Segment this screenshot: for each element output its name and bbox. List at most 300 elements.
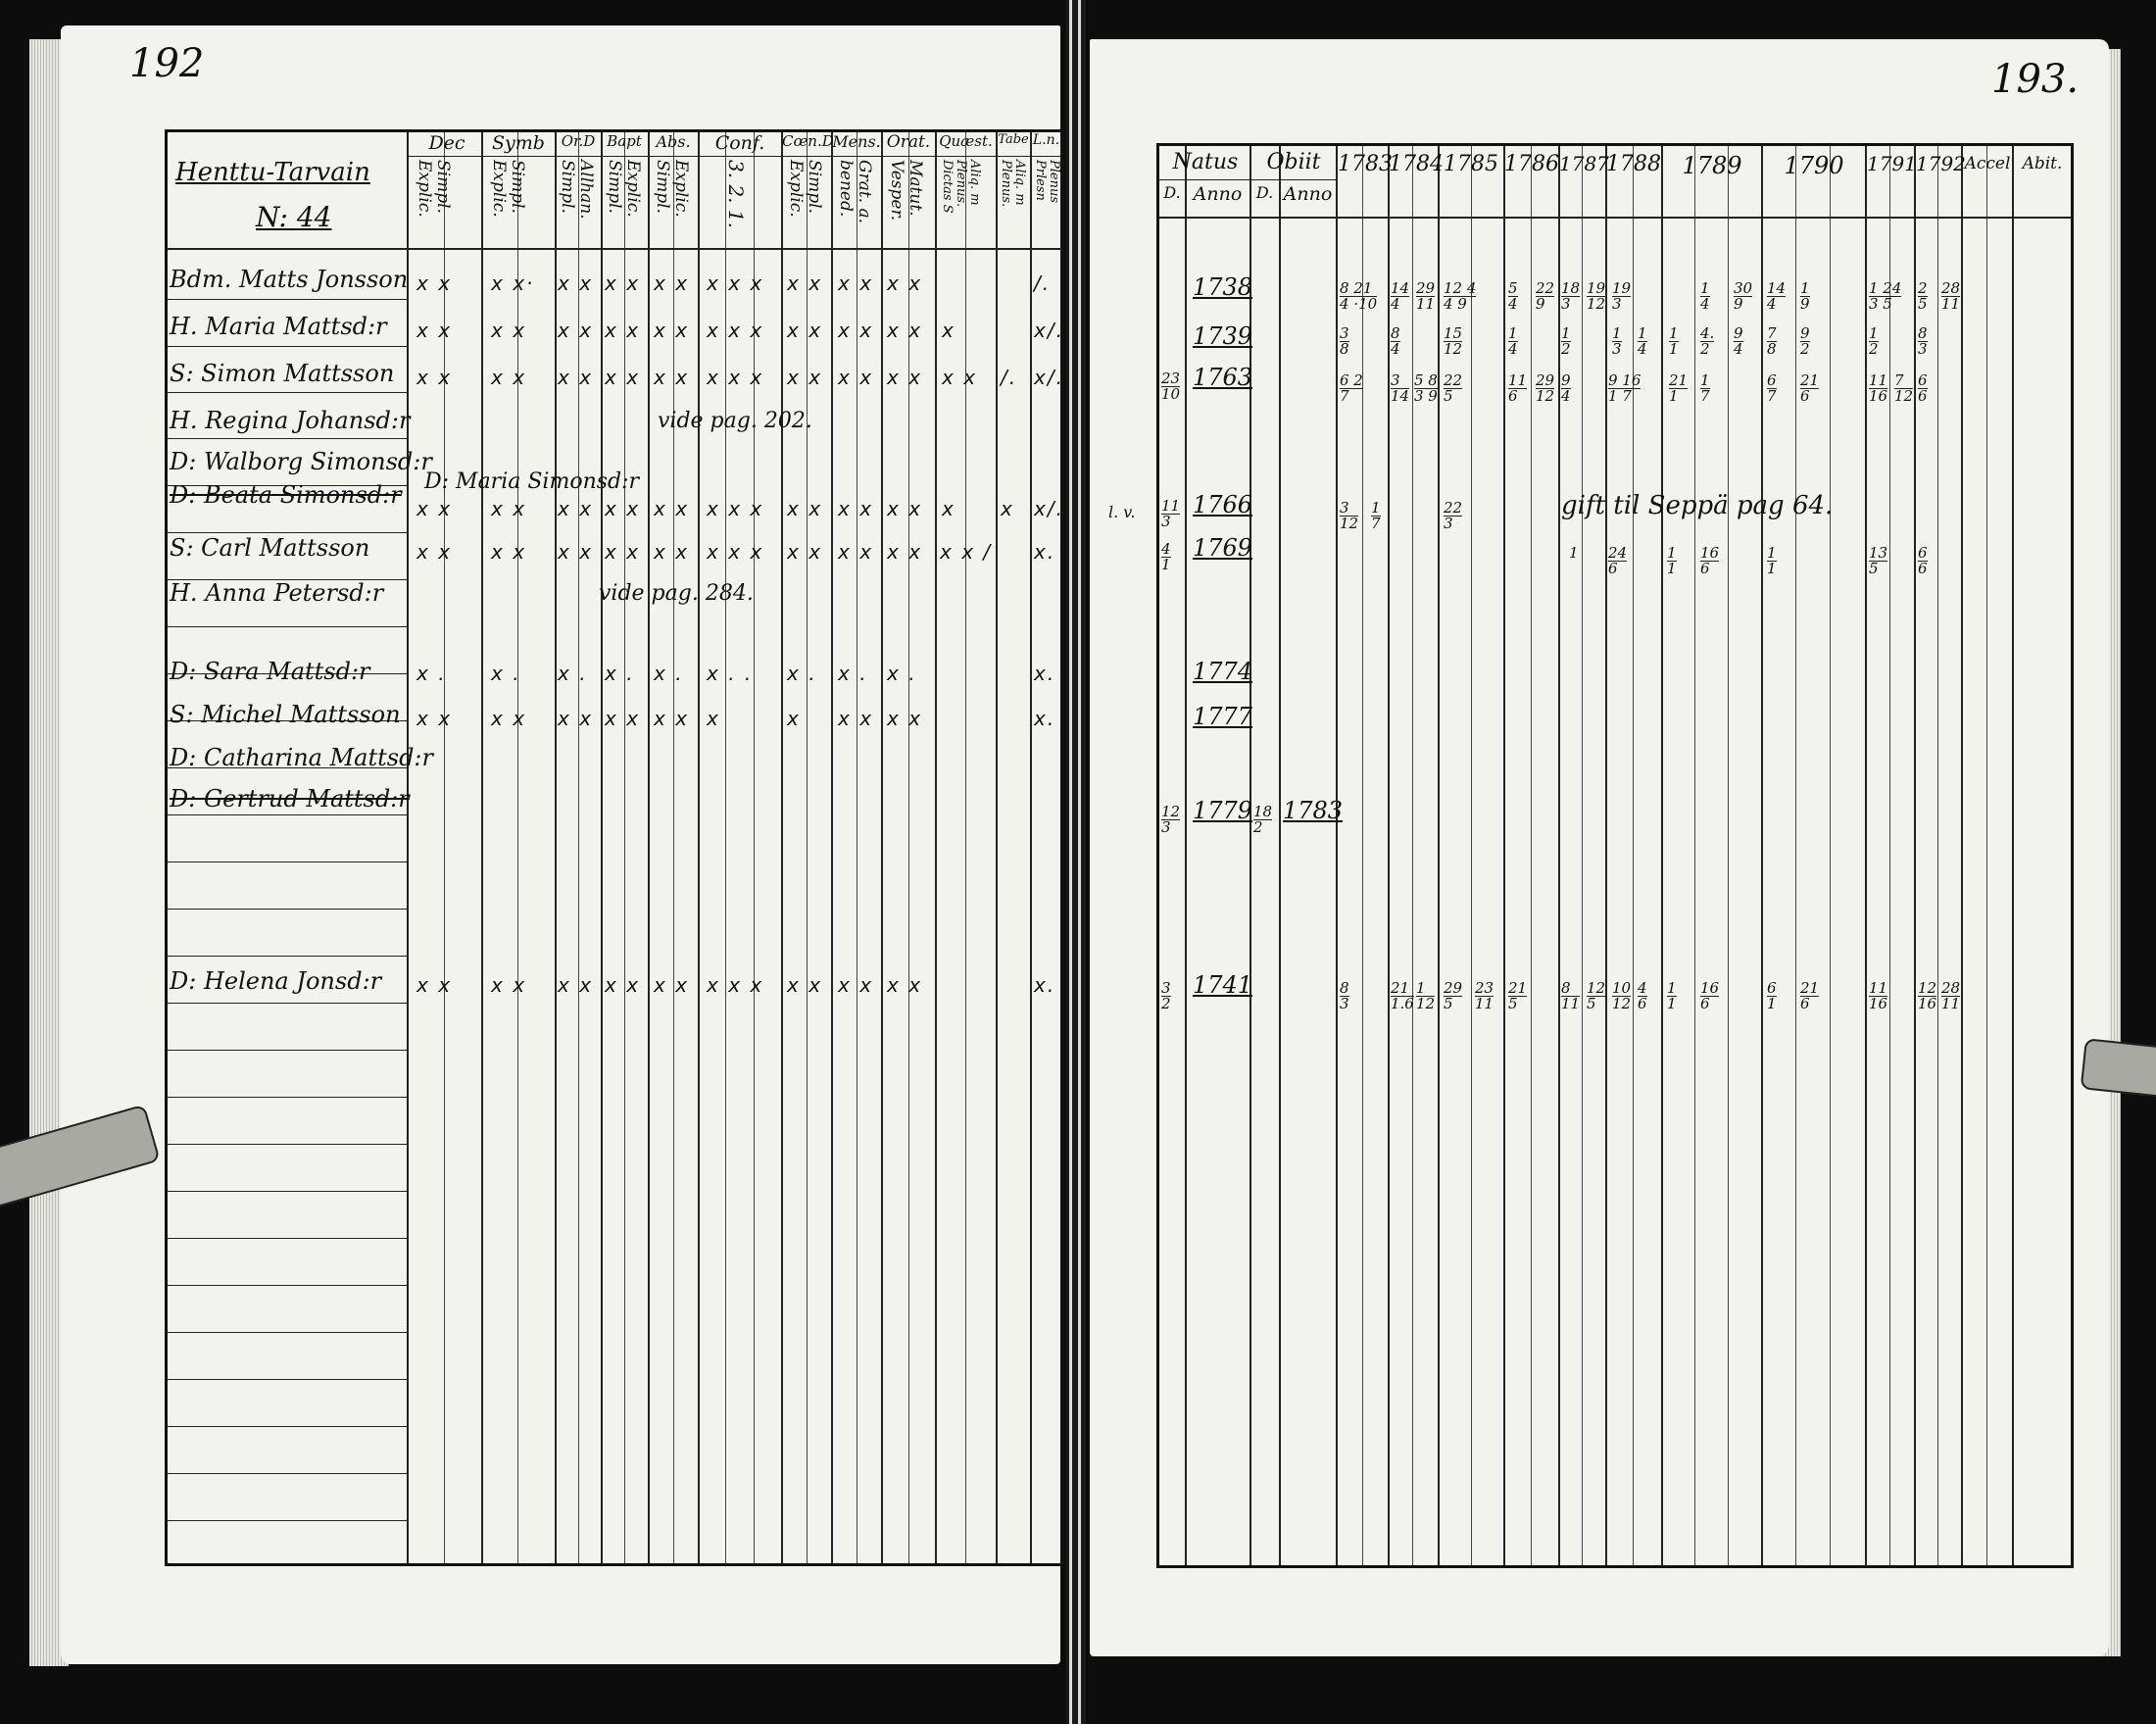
natus-day (1161, 981, 1171, 1011)
fraction-part: 12 (1416, 995, 1436, 1012)
mark-ord: x x (558, 540, 594, 564)
mark-bapt: x x (605, 271, 641, 295)
mark-dec: x x (416, 540, 453, 564)
mark-bapt: x . (605, 662, 635, 685)
mark-orat: x x (887, 540, 923, 564)
year-entry (1869, 546, 1887, 576)
fraction-part: 30 (1734, 279, 1753, 297)
natus-day (1161, 805, 1180, 835)
fraction-part: 1 (1700, 279, 1710, 297)
mark-ord: x x (558, 319, 594, 342)
mark-orat: x x (887, 366, 923, 389)
year-header-1786: 1786 (1504, 152, 1559, 176)
col-header-ln: L.n. (1032, 132, 1060, 148)
fraction-part: 9 (1734, 295, 1743, 313)
year-entry (1612, 981, 1631, 1011)
fraction-part: 7 (1767, 324, 1777, 342)
fraction-part: 18 (1253, 803, 1273, 820)
fraction-part: 14 (1391, 279, 1410, 297)
year-entry (1475, 981, 1494, 1011)
fraction-part: 1 24 (1869, 279, 1902, 297)
fraction-part: 6 (1767, 371, 1777, 389)
mark-ord: x x (558, 366, 594, 389)
year-entry (1869, 281, 1901, 312)
mark-ln: x. (1034, 707, 1056, 730)
mark-quaest: x x / (940, 540, 993, 564)
natus-year: 1739 (1193, 322, 1253, 350)
fraction-part: 2 (1561, 340, 1571, 358)
mark-abs: x . (654, 662, 684, 685)
col-header-tabe: Tabe (998, 132, 1029, 147)
fraction-part: 10 (1161, 385, 1181, 403)
sub-header-mens: Grat. a. bened. (836, 160, 874, 224)
mark-abs: x x (654, 366, 690, 389)
mark-abs: x x (654, 497, 690, 520)
fraction-part: 1 (1561, 324, 1571, 342)
fraction-part: 8 (1391, 324, 1400, 342)
person-name: D: Gertrud Mattsd:r (170, 785, 410, 813)
mark-mens: x x (838, 366, 874, 389)
fraction-part: 6 (1918, 560, 1928, 577)
fraction-part: 11 (1416, 295, 1436, 313)
col-header-symb: Symb (492, 132, 545, 154)
fraction-part: 12 (1536, 387, 1555, 405)
mark-orat: x x (887, 973, 923, 997)
mark-mens: x x (838, 540, 874, 564)
book-spine (1066, 0, 1086, 1724)
mark-abs: x x (654, 540, 690, 564)
fraction-part: 6 (1800, 995, 1810, 1012)
year-entry (1700, 981, 1719, 1011)
year-entry (1767, 981, 1777, 1011)
mark-orat: x x (887, 497, 923, 520)
year-entry (1444, 501, 1462, 531)
year-entry (1767, 326, 1777, 357)
fraction-part: 2 (1700, 340, 1710, 358)
year-entry (1444, 281, 1476, 312)
mark-orat: x x (887, 319, 923, 342)
fraction-part: 18 (1561, 279, 1581, 297)
mark-dec: x x (416, 319, 453, 342)
year-header-1783: 1783 (1338, 152, 1393, 176)
year-entry (1391, 373, 1409, 404)
fraction-part: 12 (1894, 387, 1914, 405)
year-entry (1371, 501, 1381, 531)
fraction-part: 11 (1941, 995, 1961, 1012)
mark-bapt: x x (605, 497, 641, 520)
fraction-part: 21 (1669, 371, 1689, 389)
fraction-part: 16 (1700, 544, 1720, 562)
fraction-part: 9 16 (1608, 371, 1642, 389)
fraction-part: 13 (1869, 544, 1888, 562)
fraction-part: 6 (1508, 387, 1518, 405)
mark-dec: x x (416, 707, 453, 730)
fraction-part: 6 (1608, 560, 1618, 577)
fraction-part: 11 (1161, 497, 1181, 515)
page-number-left: 192 (129, 41, 205, 86)
fraction-part: 12 (1587, 295, 1606, 313)
fraction-part: 12 (1444, 340, 1463, 358)
year-entry (1869, 981, 1887, 1011)
col-header-abs: Abs. (656, 132, 691, 151)
person-name: S: Simon Mattsson (170, 360, 395, 387)
mark-ord: x x (558, 707, 594, 730)
year-entry (1587, 981, 1605, 1011)
year-entry (1700, 546, 1719, 576)
fraction-part: 6 (1700, 995, 1710, 1012)
fraction-part: 3 (1612, 340, 1622, 358)
year-entry (1414, 373, 1438, 404)
fraction-part: 1 (1767, 995, 1777, 1012)
fraction-part: 3 (1340, 324, 1349, 342)
mark-symb: x x (491, 973, 527, 997)
mark-mens: x x (838, 707, 874, 730)
fraction-part: 2 (1869, 340, 1879, 358)
year-entry (1587, 281, 1605, 312)
sub-header-abs: Explic. Simpl. (653, 160, 691, 218)
year-header-1784: 1784 (1389, 152, 1444, 176)
year-entry (1536, 281, 1554, 312)
fraction-part: 16 (1869, 995, 1888, 1012)
mark-coend: x x (787, 497, 823, 520)
year-header-1789: 1789 (1682, 152, 1742, 179)
year-entry (1800, 373, 1819, 404)
year-entry (1340, 326, 1349, 357)
natus-year: 1777 (1193, 703, 1253, 730)
natus-d-header: D. (1163, 183, 1181, 202)
year-entry (1416, 281, 1435, 312)
year-entry (1391, 281, 1409, 312)
col-header-ord: Or.D (561, 132, 596, 150)
fraction-part: 8 (1340, 340, 1349, 358)
fraction-part: 8 (1561, 981, 1580, 997)
fraction-part: 11 (1561, 995, 1581, 1012)
year-entry (1800, 281, 1810, 312)
person-name: Bdm. Matts Jonsson (170, 266, 409, 293)
year-entry (1734, 281, 1752, 312)
fraction-part: 19 (1612, 279, 1632, 297)
mark-dec: x x (416, 271, 453, 295)
mark-coend: x x (787, 366, 823, 389)
fraction-part: 5 8 (1414, 371, 1438, 389)
mark-mens: x x (838, 271, 874, 295)
sub-header-ln: Plenus Prlesn (1033, 160, 1061, 204)
sub-header-symb: Simpl. Explic. (489, 160, 527, 218)
cross-reference-note: vide pag. 284. (599, 581, 754, 606)
mark-ln: x/. (1034, 366, 1064, 389)
fraction-part: 12 (1918, 979, 1937, 997)
natus-year: 1763 (1193, 364, 1253, 391)
person-name: D: Catharina Mattsd:r (170, 744, 433, 771)
cross-reference-note: vide pag. 202. (658, 409, 812, 433)
fraction-part: 12 (1161, 803, 1181, 820)
mark-bapt: x x (605, 319, 641, 342)
year-entry (1767, 373, 1777, 404)
mark-symb: x x (491, 366, 527, 389)
mark-bapt: x x (605, 707, 641, 730)
fraction-part: 12 (1340, 515, 1359, 532)
year-entry (1941, 281, 1960, 312)
fraction-part: 1 7 (1608, 387, 1632, 405)
mark-mens: x x (838, 319, 874, 342)
year-entry (1869, 326, 1879, 357)
year-entry (1608, 373, 1641, 404)
fraction-part: 28 (1941, 279, 1961, 297)
fraction-part: 23 (1475, 979, 1494, 997)
fraction-part: 9 (1734, 324, 1743, 342)
fraction-part: 1 (1700, 371, 1710, 389)
fraction-part: 1 (1767, 560, 1777, 577)
natus-year: 1766 (1193, 491, 1253, 518)
natus-day (1161, 499, 1180, 529)
mark-mens: x . (838, 662, 868, 685)
person-name: H. Maria Mattsd:r (170, 313, 387, 340)
col-header-mens: Mens. (832, 132, 881, 151)
fraction-part: 3 (1161, 979, 1171, 997)
mark-bapt: x x (605, 540, 641, 564)
sub-header-ord: Allhan. Simpl. (558, 160, 596, 220)
mark-conf: x x x (707, 540, 764, 564)
person-name: S: Carl Mattsson (170, 534, 370, 562)
fraction-part: 1 (1667, 979, 1677, 997)
year-entry (1340, 373, 1363, 404)
natus-year: 1769 (1193, 534, 1253, 562)
year-entry (1667, 981, 1677, 1011)
fraction-part: 1 (1161, 556, 1171, 573)
left-register-table (165, 129, 1064, 1566)
year-entry (1700, 373, 1710, 404)
mark-ln: x. (1034, 540, 1056, 564)
sub-header-conf: 3. 2. 1. (724, 160, 748, 228)
fraction-part: 2 (1161, 995, 1171, 1012)
right-register-table (1108, 143, 2074, 1568)
fraction-part: 8 (1340, 979, 1349, 997)
fraction-part: 3 5 (1869, 295, 1892, 313)
fraction-part: 5 (1508, 995, 1518, 1012)
mark-conf: x (707, 707, 720, 730)
fraction-part: 4 (1638, 979, 1647, 997)
fraction-part: 1 (1669, 324, 1679, 342)
mark-coend: x . (787, 662, 817, 685)
fraction-part: 4 (1391, 295, 1400, 313)
mark-tabe: /. (1001, 366, 1018, 389)
fraction-part: 1 (1767, 544, 1777, 562)
natus-year: 1774 (1193, 658, 1253, 685)
fraction-part: 9 (1561, 371, 1571, 389)
fraction-part: 1.6 (1391, 995, 1414, 1012)
fraction-part: 3 (1161, 818, 1171, 836)
mark-abs: x x (654, 973, 690, 997)
fraction-part: 9 (1800, 295, 1810, 313)
fraction-part: 5 (1444, 387, 1453, 405)
fraction-part: 7 (1371, 515, 1381, 532)
mark-abs: x x (654, 707, 690, 730)
year-entry (1918, 281, 1928, 312)
mark-mens: x x (838, 973, 874, 997)
mark-symb: x x (491, 497, 527, 520)
natus-year: 1738 (1193, 273, 1253, 301)
mark-coend: x x (787, 973, 823, 997)
year-entry (1536, 373, 1554, 404)
year-entry (1340, 501, 1358, 531)
fraction-part: 1 (1667, 544, 1677, 562)
year-entry (1561, 373, 1571, 404)
fraction-part: 6 (1918, 371, 1928, 389)
fraction-part: 1 (1669, 387, 1679, 405)
obiit-anno-header: Anno (1283, 183, 1333, 205)
fraction-part: 6 2 (1340, 371, 1363, 389)
fraction-part: 12 (1612, 995, 1632, 1012)
fraction-part: 3 (1340, 501, 1358, 517)
mark-ord: x x (558, 497, 594, 520)
fraction-part: 11 (1475, 995, 1494, 1012)
year-entry (1667, 546, 1677, 576)
fraction-part: 14 (1391, 387, 1410, 405)
mark-conf: x x x (707, 366, 764, 389)
fraction-part: 23 (1161, 369, 1181, 387)
fraction-part: 4 (1561, 387, 1571, 405)
page-number-right: 193. (1991, 57, 2080, 102)
fraction-part: 1 (1371, 499, 1381, 517)
mark-tabe: x (1001, 497, 1014, 520)
mark-quaest: x (942, 319, 956, 342)
fraction-part: 29 (1444, 979, 1463, 997)
fraction-part: 3 (1340, 995, 1349, 1012)
obiit-day (1253, 805, 1272, 835)
mark-abs: x x (654, 319, 690, 342)
accessit-header: Accel (1964, 154, 2011, 173)
year-entry (1918, 981, 1936, 1011)
person-name: H. Anna Petersd:r (170, 579, 384, 607)
year-entry (1416, 981, 1435, 1011)
fraction-part: 24 (1608, 544, 1628, 562)
year-header-1792: 1792 (1916, 152, 1966, 175)
fraction-part: 7 (1700, 387, 1710, 405)
mark-abs: x x (654, 271, 690, 295)
fraction-part: 22 (1536, 279, 1555, 297)
fraction-part: 4 (1638, 340, 1647, 358)
year-entry: 1 (1569, 544, 1579, 562)
person-name: H. Regina Johansd:r (170, 407, 411, 434)
year-entry (1612, 281, 1631, 312)
fraction-part: 14 (1767, 279, 1787, 297)
fraction-part: 1 (1667, 995, 1677, 1012)
fraction-part: 29 (1416, 279, 1436, 297)
mark-conf: x x x (707, 271, 764, 295)
fraction-part: 6 (1918, 387, 1928, 405)
mark-conf: x x x (707, 319, 764, 342)
mark-mens: x x (838, 497, 874, 520)
year-entry (1561, 281, 1580, 312)
fraction-part: 11 (1869, 371, 1888, 389)
year-entry (1561, 326, 1571, 357)
year-entry (1508, 373, 1527, 404)
person-name: S: Michel Mattsson (170, 701, 401, 728)
year-entry (1918, 326, 1928, 357)
fraction-part: 1 (1800, 279, 1810, 297)
mark-bapt: x x (605, 973, 641, 997)
fraction-part: 1 (1669, 340, 1679, 358)
mark-ln: x/. (1034, 319, 1064, 342)
fraction-part: 2 (1253, 818, 1263, 836)
fraction-part: 3 (1561, 295, 1571, 313)
fraction-part: 6 (1918, 544, 1928, 562)
fraction-part: 2 (1918, 279, 1928, 297)
year-entry (1638, 981, 1647, 1011)
year-entry (1800, 981, 1819, 1011)
fraction-part: 1 (1508, 324, 1518, 342)
fraction-part: 1 (1869, 324, 1879, 342)
fraction-part: 21 (1391, 981, 1414, 997)
natus-year: 1779 (1193, 797, 1253, 824)
fraction-part: 4. (1700, 324, 1715, 342)
fraction-part: 29 (1536, 371, 1555, 389)
mark-bapt: x x (605, 366, 641, 389)
fraction-part: 6 (1638, 995, 1647, 1012)
mark-orat: x x (887, 707, 923, 730)
mark-dec: x x (416, 497, 453, 520)
cross-reference-note: gift til Seppä pag 64. (1561, 491, 1834, 520)
year-entry (1612, 326, 1622, 357)
year-entry (1444, 326, 1462, 357)
col-header-dec: Dec (428, 132, 466, 154)
year-entry (1608, 546, 1627, 576)
year-header-1790: 1790 (1784, 152, 1844, 179)
mark-conf: x x x (707, 497, 764, 520)
fraction-part: 3 (1391, 373, 1409, 389)
fraction-part: 6 (1700, 560, 1710, 577)
fraction-part: 5 (1869, 560, 1879, 577)
mark-symb: x x (491, 707, 527, 730)
sub-header-dec: Simpl. Explic. (415, 160, 453, 218)
mark-conf: x . . (707, 662, 754, 685)
mark-ln: x. (1034, 973, 1056, 997)
fraction-part: 7 (1894, 373, 1913, 389)
fraction-part: 10 (1612, 979, 1632, 997)
year-entry (1391, 326, 1400, 357)
fraction-part: 1 (1667, 560, 1677, 577)
mark-dec: x . (416, 662, 447, 685)
person-name: D: Helena Jonsd:r (170, 967, 382, 995)
natus-anno-header: Anno (1193, 183, 1243, 205)
fraction-part: 12 4 (1444, 279, 1477, 297)
fraction-part: 8 (1767, 340, 1777, 358)
fraction-part: 21 (1800, 371, 1820, 389)
sub-header-tabe: Aliq. m Plenus. (999, 160, 1027, 208)
obiit-header: Obiit (1266, 150, 1321, 174)
mark-ln: /. (1034, 271, 1052, 295)
year-header-1788: 1788 (1606, 152, 1661, 176)
year-entry (1669, 326, 1679, 357)
year-header-1787: 1787 (1559, 152, 1609, 175)
year-entry (1508, 281, 1518, 312)
fraction-part: 15 (1444, 324, 1463, 342)
mark-symb: x . (491, 662, 521, 685)
mark-dec: x x (416, 973, 453, 997)
year-entry (1561, 981, 1580, 1011)
fraction-part: 21 (1508, 979, 1528, 997)
year-entry (1869, 373, 1887, 404)
mark-symb: x x (491, 319, 527, 342)
natus-day (1161, 542, 1171, 572)
col-header-orat: Orat. (886, 132, 931, 152)
year-entry (1767, 546, 1777, 576)
fraction-part: 5 (1508, 279, 1518, 297)
person-name: D: Walborg Simonsd:r (170, 448, 432, 475)
year-entry (1700, 281, 1710, 312)
sub-header-quaest: Aliq. m Plenus. Dictas S (940, 160, 982, 214)
house-number: N: 44 (256, 201, 332, 233)
